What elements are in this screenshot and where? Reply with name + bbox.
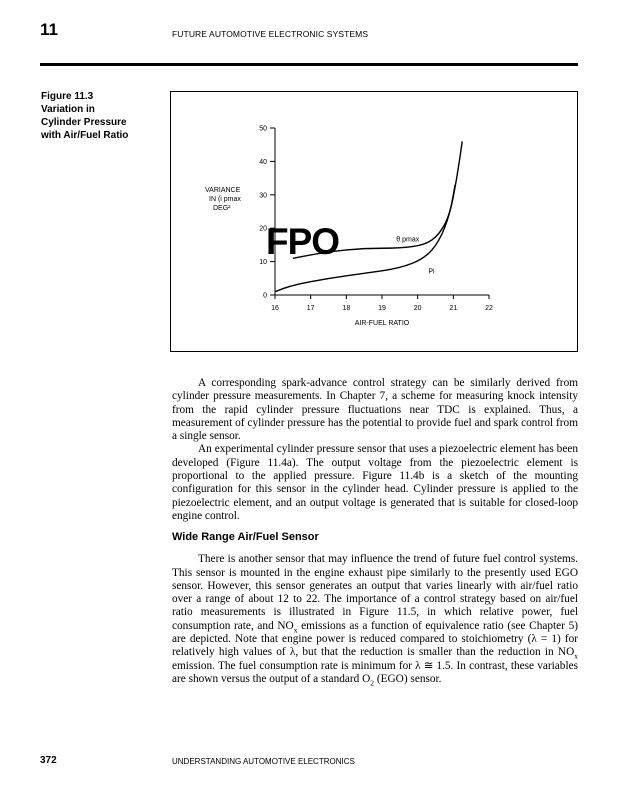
running-header: FUTURE AUTOMOTIVE ELECTRONIC SYSTEMS <box>172 29 369 39</box>
x-tick-label: 21 <box>449 305 458 312</box>
x-axis-label: AIR-FUEL RATIO <box>354 320 410 327</box>
body-text <box>172 377 578 686</box>
paragraph-3 <box>172 553 578 686</box>
figure-frame <box>170 91 578 352</box>
chart <box>171 92 577 351</box>
header-rule <box>40 63 578 66</box>
paragraph-1: A corresponding spark-advance control strategy can be similarly derived from cylinder pressure measurements. In Chapter 7, a scheme for measuring knock intensity from the rapid cylinder pressure fluctuations near TDC is explained. Thus, a measurement of cylinder pressure has the potential to provide fuel and spark control from a single sensor. <box>172 377 578 443</box>
nox-subscript: x <box>574 651 578 661</box>
y-tick-label: 10 <box>259 259 267 267</box>
x-tick-label: 22 <box>485 305 493 312</box>
y-ticks <box>259 126 275 300</box>
x-tick-label: 16 <box>271 305 279 312</box>
nox-subscript: x <box>293 625 298 634</box>
y-tick-label: 50 <box>259 125 267 133</box>
paragraph-2: An experimental cylinder pressure sensor that uses a piezoelectric element has been developed (Figure 11.4a). The output voltage from the piezoelectric element is proportional to the applied pressure. Figure 11.4b is a sketch of the mounting configuration for this sensor in the cylinder head. Cylinder pressure is applied to the piezoelectric element, and an output voltage is generated that is suitable for closed-loop engine control. <box>172 443 578 522</box>
y-tick-label: 0 <box>263 292 267 300</box>
y-tick-label: 40 <box>259 158 267 166</box>
caption-line-1: Figure 11.3 <box>41 91 94 102</box>
y-tick-label: 20 <box>259 225 267 233</box>
y-tick-label: 30 <box>259 192 267 200</box>
paragraph-3-part-a: There is another sensor that may influence the trend of future fuel control systems. This sensor is mounted in the engine exhaust pipe similarly to the presently used EGO sensor. However, this sensor generates an output that varies linearly with air/fuel ratio over a range of about 12 to 22. The importance of a control strategy based on air/fuel ratio measurements is illustrated in Figure 11.5, in which relative power, fuel consumption rate, and NO <box>172 553 578 632</box>
caption-line-4: with Air/Fuel Ratio <box>41 130 129 141</box>
caption-line-3: Cylinder Pressure <box>41 117 127 128</box>
running-footer: UNDERSTANDING AUTOMOTIVE ELECTRONICS <box>172 757 355 766</box>
paragraph-3-part-b: emissions as a function of equivalence ratio (see Chapter 5) are depicted. Note that engine power is reduced compared to stoichiometry (λ = 1) for relatively high values of λ, but that the reduction is smaller than the reduction in NO <box>172 619 578 659</box>
caption-line-2: Variation in <box>41 104 95 115</box>
y-axis-label-line-1: VARIANCE <box>205 187 241 194</box>
x-tick-label: 19 <box>378 305 386 312</box>
chapter-number: 11 <box>40 20 58 39</box>
figure-caption <box>41 90 151 142</box>
paragraph-3-part-d: (EGO) sensor. <box>374 672 442 685</box>
series-label-2: Pi <box>428 268 435 276</box>
x-ticks <box>271 295 493 312</box>
page-number: 372 <box>40 755 57 766</box>
series-label-1: θ pmax <box>396 236 420 244</box>
x-tick-label: 18 <box>342 305 351 312</box>
x-tick-label: 17 <box>306 305 315 312</box>
y-axis-label-line-3: DEG² <box>213 205 231 212</box>
paragraph-3-part-c: emission. The fuel consumption rate is minimum for λ ≅ 1.5. In contrast, these variables are shown versus the output of a standard O <box>172 659 578 685</box>
o2-subscript: 2 <box>370 678 375 688</box>
y-axis-label-line-2: IN (i pmax <box>209 196 241 203</box>
chart-axes <box>275 128 489 295</box>
section-heading: Wide Range Air/Fuel Sensor <box>172 531 319 544</box>
fpo-watermark: FPO <box>266 221 340 262</box>
x-tick-label: 20 <box>413 305 422 312</box>
